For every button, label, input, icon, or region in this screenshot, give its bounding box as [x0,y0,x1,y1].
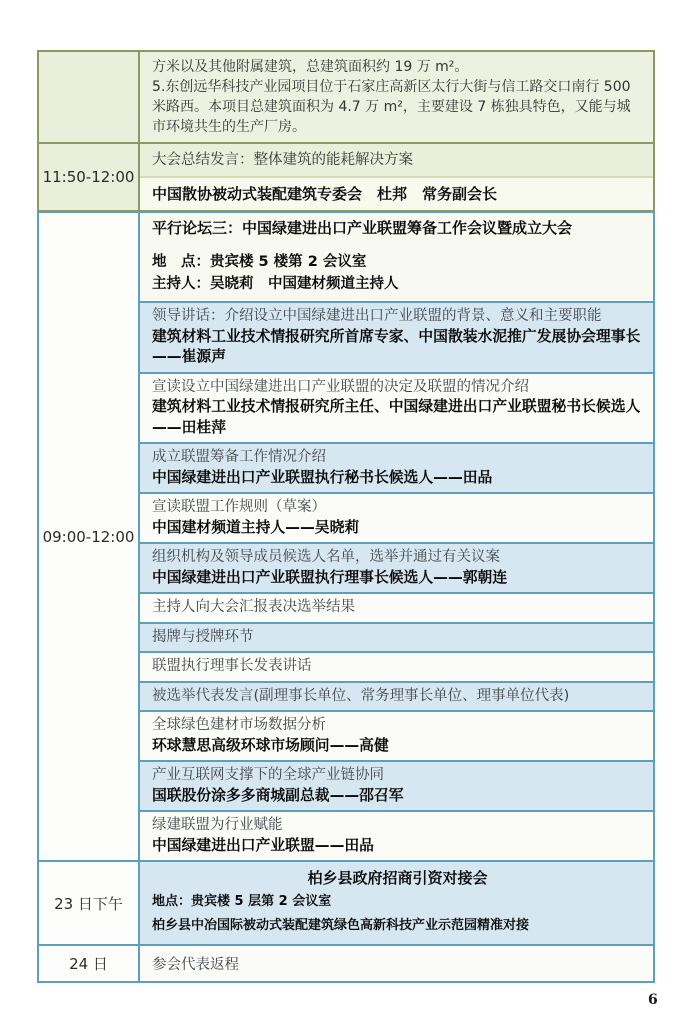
agenda-item [140,442,653,492]
agenda-item-speaker: 建筑材料工业技术情报研究所主任、中国绿建进出口产业联盟秘书长候选人——田桂萍 [152,398,641,436]
agenda-item [140,710,653,760]
agenda-item-topic: 领导讲话：介绍设立中国绿建进出口产业联盟的背景、意义和主要职能 [152,308,602,324]
agenda-item-speaker: 建筑材料工业技术情报研究所首席专家、中国散装水泥推广发展协会理事长——崔源声 [152,327,641,365]
time-cell: 23 日下午 [39,862,140,944]
table-row [39,52,653,142]
agenda-item [140,492,653,542]
agenda-item-topic: 联盟执行理事长发表讲话 [152,658,312,674]
agenda-item-speaker: 国联股份涂多多商城副总裁——邵召军 [152,786,404,804]
agenda-table [37,50,655,983]
table-row [39,142,653,210]
agenda-item-topic: 产业互联网支撑下的全球产业链协同 [152,767,384,783]
agenda-item-topic: 全球绿色建材市场数据分析 [152,717,326,733]
agenda-item [140,810,653,860]
day23-detail: 柏乡县中冶国际被动式装配建筑绿色高新科技产业示范园精准对接 [152,918,530,933]
agenda-item-speaker: 环球慧思高级环球市场顾问——高健 [152,736,389,754]
time-cell: 09:00-12:00 [39,213,140,860]
agenda-item-speaker: 中国建材频道主持人——吴晓莉 [152,518,360,536]
forum-title: 平行论坛三：中国绿建进出口产业联盟筹备工作会议暨成立大会 [152,219,573,237]
project-line-2: 5.东创远华科技产业园项目位于石家庄高新区太行大街与信工路交口南行 500 米路西。本项目总建筑面积为 4.7 万 m²，主要建设 7 栋独具特色，又能与城市环境共生的生产厂房。 [152,79,631,135]
time-cell-empty [39,52,140,142]
agenda-item-topic: 组织机构及领导成员候选人名单，选举并通过有关议案 [152,549,500,565]
forum-host: 主持人：吴晓莉 中国建材频道主持人 [152,276,399,292]
table-row [39,944,653,981]
agenda-item-speaker: 中国绿建进出口产业联盟——田品 [152,836,374,854]
agenda-item-topic: 主持人向大会汇报表决选举结果 [152,599,355,615]
agenda-item-speaker: 中国绿建进出口产业联盟执行秘书长候选人——田品 [152,468,493,486]
agenda-item-topic: 被选举代表发言(副理事长单位、常务理事长单位、理事单位代表) [152,687,570,704]
agenda-item [140,592,653,622]
agenda-item-topic: 宣读联盟工作规则（草案） [152,499,326,515]
day24-cell: 参会代表返程 [140,946,653,981]
time-cell: 11:50-12:00 [39,144,140,210]
forum-content [140,213,653,860]
day23-title: 柏乡县政府招商引资对接会 [307,869,488,887]
agenda-item [140,681,653,711]
agenda-item [140,651,653,681]
agenda-item-topic: 成立联盟筹备工作情况介绍 [152,449,326,465]
agenda-item [140,622,653,652]
forum-location: 地 点：贵宾楼 5 楼第 2 会议室 [152,254,367,270]
day23-cell [140,862,653,944]
agenda-item-topic: 宣读设立中国绿建进出口产业联盟的决定及联盟的情况介绍 [152,378,529,395]
morning-section [37,50,655,212]
summary-speech-cell [140,144,653,210]
project-description-cell [140,52,653,142]
forum-section [37,212,655,983]
day23-location: 地点：贵宾楼 5 层第 2 会议室 [152,894,332,909]
speech-topic: 大会总结发言：整体建筑的能耗解决方案 [140,144,653,178]
speech-speaker: 中国散协被动式装配建筑专委会 杜邦 常务副会长 [140,178,653,210]
time-cell: 24 日 [39,946,140,981]
agenda-item [140,542,653,592]
project-line-1: 方米以及其他附属建筑，总建筑面积约 19 万 m²。 [152,59,469,75]
agenda-item [140,372,653,443]
agenda-item [140,760,653,810]
table-row [39,860,653,944]
page-number: 6 [648,992,658,1008]
agenda-item-topic: 揭牌与授牌环节 [152,628,254,645]
table-row [39,213,653,860]
agenda-item-speaker: 中国绿建进出口产业联盟执行理事长候选人——郭朝连 [152,568,508,586]
forum-header [140,213,653,301]
agenda-item [140,301,653,372]
agenda-item-topic: 绿建联盟为行业赋能 [152,817,283,833]
